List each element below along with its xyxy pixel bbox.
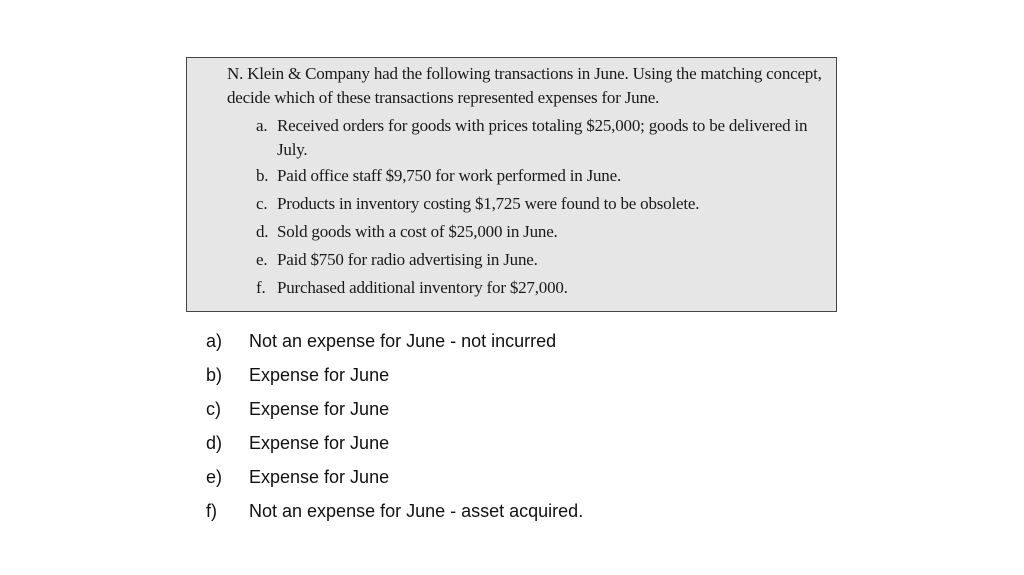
answer-text: Expense for June	[249, 365, 390, 385]
answer-text: Expense for June	[249, 433, 390, 453]
transaction-letter: c.	[256, 194, 268, 213]
transaction-text: Received orders for goods with prices totaling $25,000; goods to be delivered in July.	[277, 116, 808, 159]
transaction-letter: e.	[256, 250, 268, 269]
transaction-item	[256, 192, 837, 216]
transaction-letter: b.	[256, 166, 269, 185]
problem-image	[186, 57, 837, 312]
transaction-text: Purchased additional inventory for $27,000.	[277, 278, 568, 297]
transaction-letter: f.	[256, 278, 266, 297]
transaction-text: Sold goods with a cost of $25,000 in June.	[277, 222, 558, 241]
transaction-item	[256, 164, 837, 188]
answer-text: Not an expense for June - asset acquired.	[249, 501, 584, 521]
answer-letter: f)	[206, 501, 217, 521]
transaction-letter: d.	[256, 222, 269, 241]
answer-text: Expense for June	[249, 399, 390, 419]
answer-letter: a)	[206, 331, 223, 351]
transaction-item	[256, 220, 837, 244]
answer-text: Not an expense for June - not incurred	[249, 331, 557, 351]
answer-letter: e)	[206, 467, 223, 487]
transaction-letter: a.	[256, 116, 268, 135]
transaction-item	[256, 276, 837, 300]
answer-letter: d)	[206, 433, 223, 453]
answer-letter: b)	[206, 365, 223, 385]
answer-text: Expense for June	[249, 467, 390, 487]
answer-letter: c)	[206, 399, 221, 419]
transaction-text: Paid office staff $9,750 for work performed in June.	[277, 166, 621, 185]
transaction-text: Products in inventory costing $1,725 were found to be obsolete.	[277, 194, 700, 213]
problem-intro: N. Klein & Company had the following transactions in June. Using the matching concept, decide which of these transactions represented expenses for June.	[227, 64, 822, 107]
transaction-text: Paid $750 for radio advertising in June.	[277, 250, 538, 269]
transaction-item	[256, 248, 837, 272]
transaction-item	[256, 114, 837, 162]
